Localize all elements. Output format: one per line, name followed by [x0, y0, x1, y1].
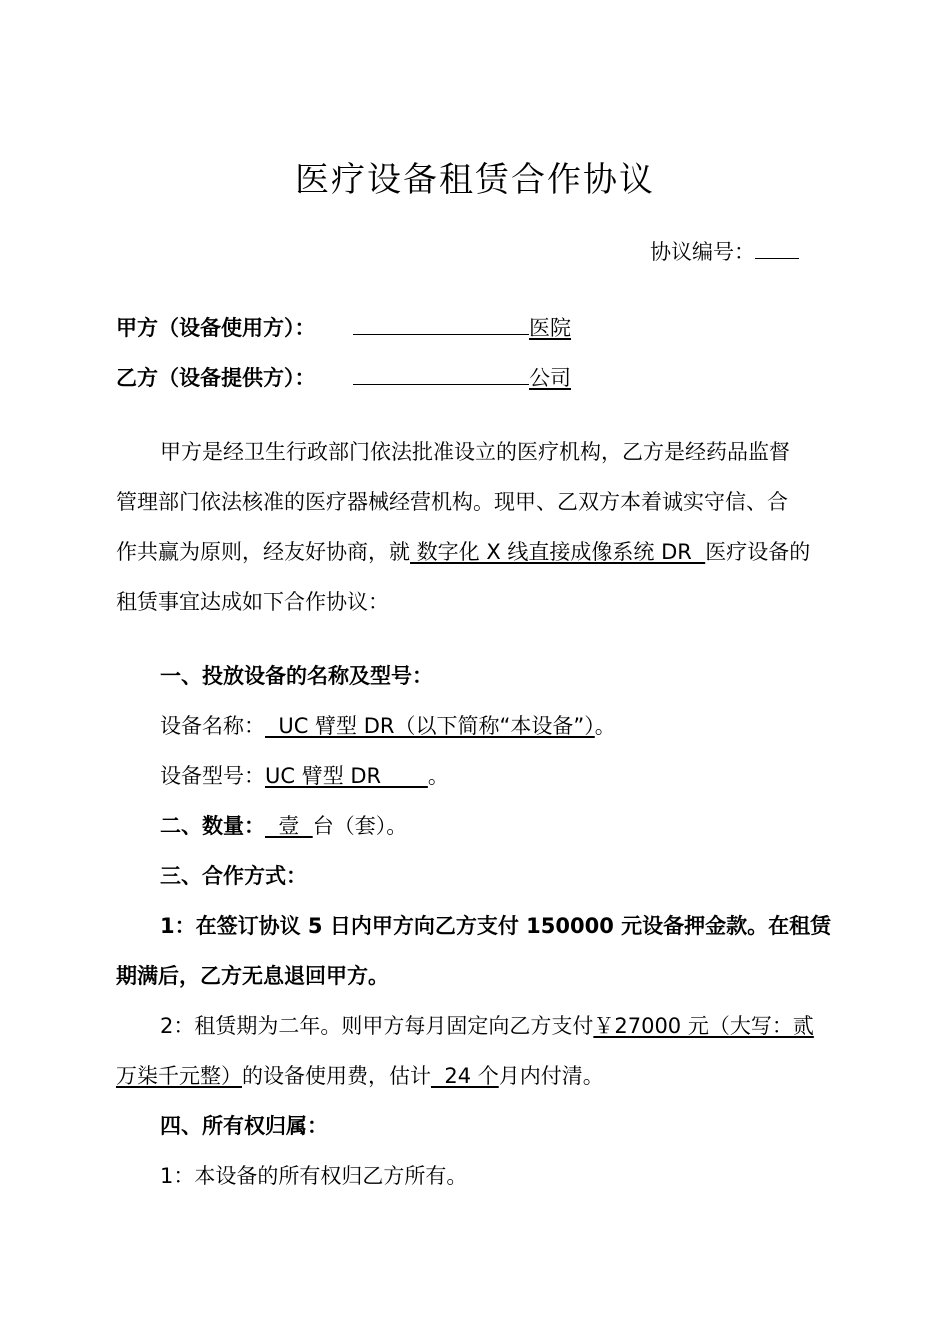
document-title: 医疗设备租赁合作协议 — [295, 160, 655, 200]
party-b-row — [116, 362, 316, 392]
quantity-row — [160, 810, 407, 840]
section-1-heading: 一、投放设备的名称及型号： — [160, 664, 433, 688]
equipment-name-row — [160, 710, 616, 740]
monthly-fee-amount-words: 万柒千元整） — [116, 1064, 242, 1088]
equipment-model-row — [160, 760, 449, 790]
section-3-item-1-line-2: 期满后，乙方无息退回甲方。 — [116, 964, 389, 988]
party-b-suffix: 公司 — [529, 366, 571, 390]
agreement-number-blank — [755, 236, 799, 259]
equipment-model-value: UC 臂型 DR — [265, 764, 428, 788]
party-b-value — [353, 362, 571, 392]
quantity-value: 壹 — [265, 814, 313, 838]
equipment-name: 数字化 X 线直接成像系统 DR — [410, 540, 706, 564]
intro-line-3-post: 医疗设备的 — [705, 540, 811, 564]
section-2-heading: 二、数量： — [160, 814, 265, 838]
party-a-blank — [353, 312, 529, 335]
intro-line-1: 甲方是经卫生行政部门依法批准设立的医疗机构，乙方是经药品监督 — [160, 440, 790, 464]
equipment-name-value: UC 臂型 DR（以下简称“本设备”） — [265, 714, 595, 738]
party-a-value — [353, 312, 571, 342]
party-a-row — [116, 312, 316, 342]
equipment-name-label: 设备名称： — [160, 714, 265, 738]
agreement-number — [650, 236, 799, 266]
intro-line-4: 租赁事宜达成如下合作协议： — [116, 590, 389, 614]
section-3-heading: 三、合作方式： — [160, 864, 307, 888]
intro-line-3-pre: 作共赢为原则，经友好协商，就 — [116, 540, 410, 564]
section-3-item-2-line-2 — [116, 1060, 604, 1090]
section-3-item-2-pre: 2：租赁期为二年。则甲方每月固定向乙方支付 — [160, 1014, 594, 1038]
section-3-item-2-line-1 — [160, 1010, 814, 1040]
intro-line-2: 管理部门依法核准的医疗器械经营机构。现甲、乙双方本着诚实守信、合 — [116, 490, 788, 514]
party-a-suffix: 医院 — [529, 316, 571, 340]
section-4-heading: 四、所有权归属： — [160, 1114, 328, 1138]
equipment-model-label: 设备型号： — [160, 764, 265, 788]
section-3-item-2-post: 月内付清。 — [498, 1064, 604, 1088]
equipment-name-end: 。 — [594, 714, 616, 738]
monthly-fee-amount: ￥27000 元（大写：贰 — [593, 1014, 814, 1038]
quantity-unit: 台（套）。 — [312, 814, 408, 838]
agreement-number-label: 协议编号： — [650, 240, 755, 264]
intro-line-3 — [116, 536, 810, 566]
section-3-item-1-line-1: 1：在签订协议 5 日内甲方向乙方支付 150000 元设备押金款。在租赁 — [160, 914, 832, 938]
party-b-blank — [353, 362, 529, 385]
party-a-label: 甲方（设备使用方）： — [116, 316, 316, 340]
party-b-label: 乙方（设备提供方）： — [116, 366, 316, 390]
equipment-model-end: 。 — [427, 764, 449, 788]
section-3-item-2-mid: 的设备使用费，估计 — [242, 1064, 431, 1088]
months-value: 24 个 — [431, 1064, 499, 1088]
section-4-item-1: 1：本设备的所有权归乙方所有。 — [160, 1164, 468, 1188]
